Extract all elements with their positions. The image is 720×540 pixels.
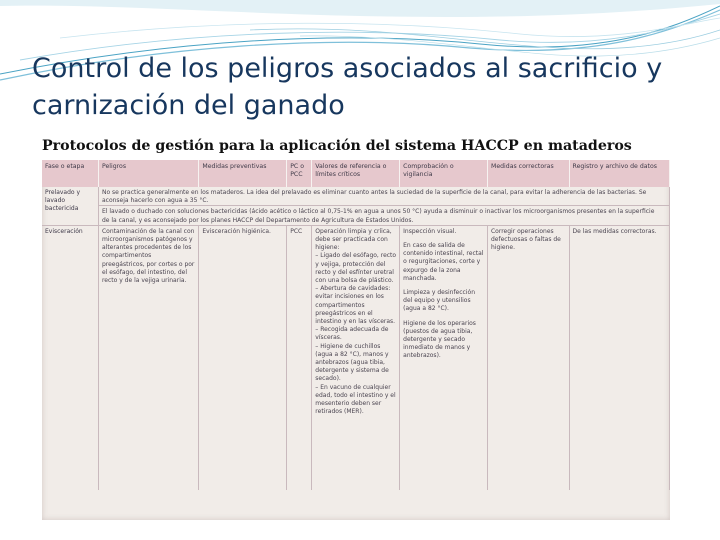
evisceracion-comprobacion: [400, 225, 488, 490]
table-header-row: [42, 160, 670, 187]
valores-line: – En vacuno de cualquier edad, todo el intestino y el mesenterio deben ser retirados (MER).: [315, 383, 396, 416]
comprobacion-line: Higiene de los operarios (puestos de agua tibia, detergente y secado inmediato de manos y antebrazos).: [403, 319, 476, 360]
header-pc-pcc: PC o PCC: [287, 160, 312, 187]
valores-line: – Higiene de cuchillos (agua a 82 °C), manos y antebrazos (agua tibia, detergente y sistema de secado).: [315, 342, 389, 383]
header-comprobacion: Comprobación o vigilancia: [400, 160, 488, 187]
comprobacion-line: En caso de salida de contenido intestinal, rectal o regurgitaciones, corte y expurgo de la zona manchada.: [403, 242, 484, 282]
header-valores-referencia: Valores de referencia o límites críticos: [312, 160, 400, 187]
header-registro: Registro y archivo de datos: [569, 160, 669, 187]
evisceracion-pc: PCC: [287, 225, 312, 490]
evisceracion-correctoras: Corregir operaciones defectuosas o faltas de higiene.: [487, 225, 569, 490]
haccp-table: [42, 160, 670, 490]
prelavado-description: No se practica generalmente en los mataderos. La idea del prelavado es eliminar cuanto antes la suciedad de la superficie de la canal, para evitar la adherencia de las bacterias. Se aconseja hacerlo con agua a 35 °C.: [98, 187, 669, 206]
lavado-description: El lavado o duchado con soluciones bactericidas (ácido acético o láctico al 0,75-1% en agua a unos 50 °C) ayuda a disminuir o inactivar los microorganismos presentes en la superficie de la canal, y es aconsejado por los planes HACCP del Departamento de Agricultura de Estados Unidos.: [98, 206, 669, 225]
valores-line: – Abertura de cavidades: evitar incisiones en los compartimentos preegástricos en el intestino y en las vísceras.: [315, 285, 396, 326]
stage-evisceracion: Evisceración: [42, 225, 98, 490]
evisceracion-medidas: Evisceración higiénica.: [199, 225, 287, 490]
valores-line: – Recogida adecuada de vísceras.: [315, 326, 389, 342]
valores-line: – Ligado del esófago, recto y vejiga, protección del recto y del esfínter uretral con una bolsa de plástico.: [315, 252, 397, 285]
evisceracion-peligros: Contaminación de la canal con microorganismos patógenos y alterantes procedentes de los compartimentos preegástricos, por cortes o por el esófago, del intestino, del recto y de la vejiga urinaria.: [98, 225, 198, 490]
comprobacion-line: Limpieza y desinfección del equipo y utensilios (agua a 82 °C).: [403, 289, 475, 313]
evisceracion-registro: De las medidas correctoras.: [569, 225, 669, 490]
comprobacion-line: Inspección visual.: [403, 227, 457, 235]
haccp-table-image: [42, 160, 670, 520]
table-row: [42, 225, 670, 490]
header-peligros: Peligros: [98, 160, 198, 187]
stage-prelavado: Prelavado y lavado bactericida: [42, 187, 98, 225]
table-row: [42, 187, 670, 206]
slide-subtitle: Protocolos de gestión para la aplicación del sistema HACCP en mataderos: [42, 138, 632, 154]
valores-line: Operación limpia y críica, debe ser practicada con higiene:: [315, 227, 392, 252]
header-fase: Fase o etapa: [42, 160, 98, 187]
slide-title: Control de los peligros asociados al sacrificio y carnización del ganado: [32, 53, 663, 121]
table-row: [42, 206, 670, 225]
evisceracion-valores: [312, 225, 400, 490]
header-medidas-correctoras: Medidas correctoras: [487, 160, 569, 187]
header-medidas-preventivas: Medidas preventivas: [199, 160, 287, 187]
